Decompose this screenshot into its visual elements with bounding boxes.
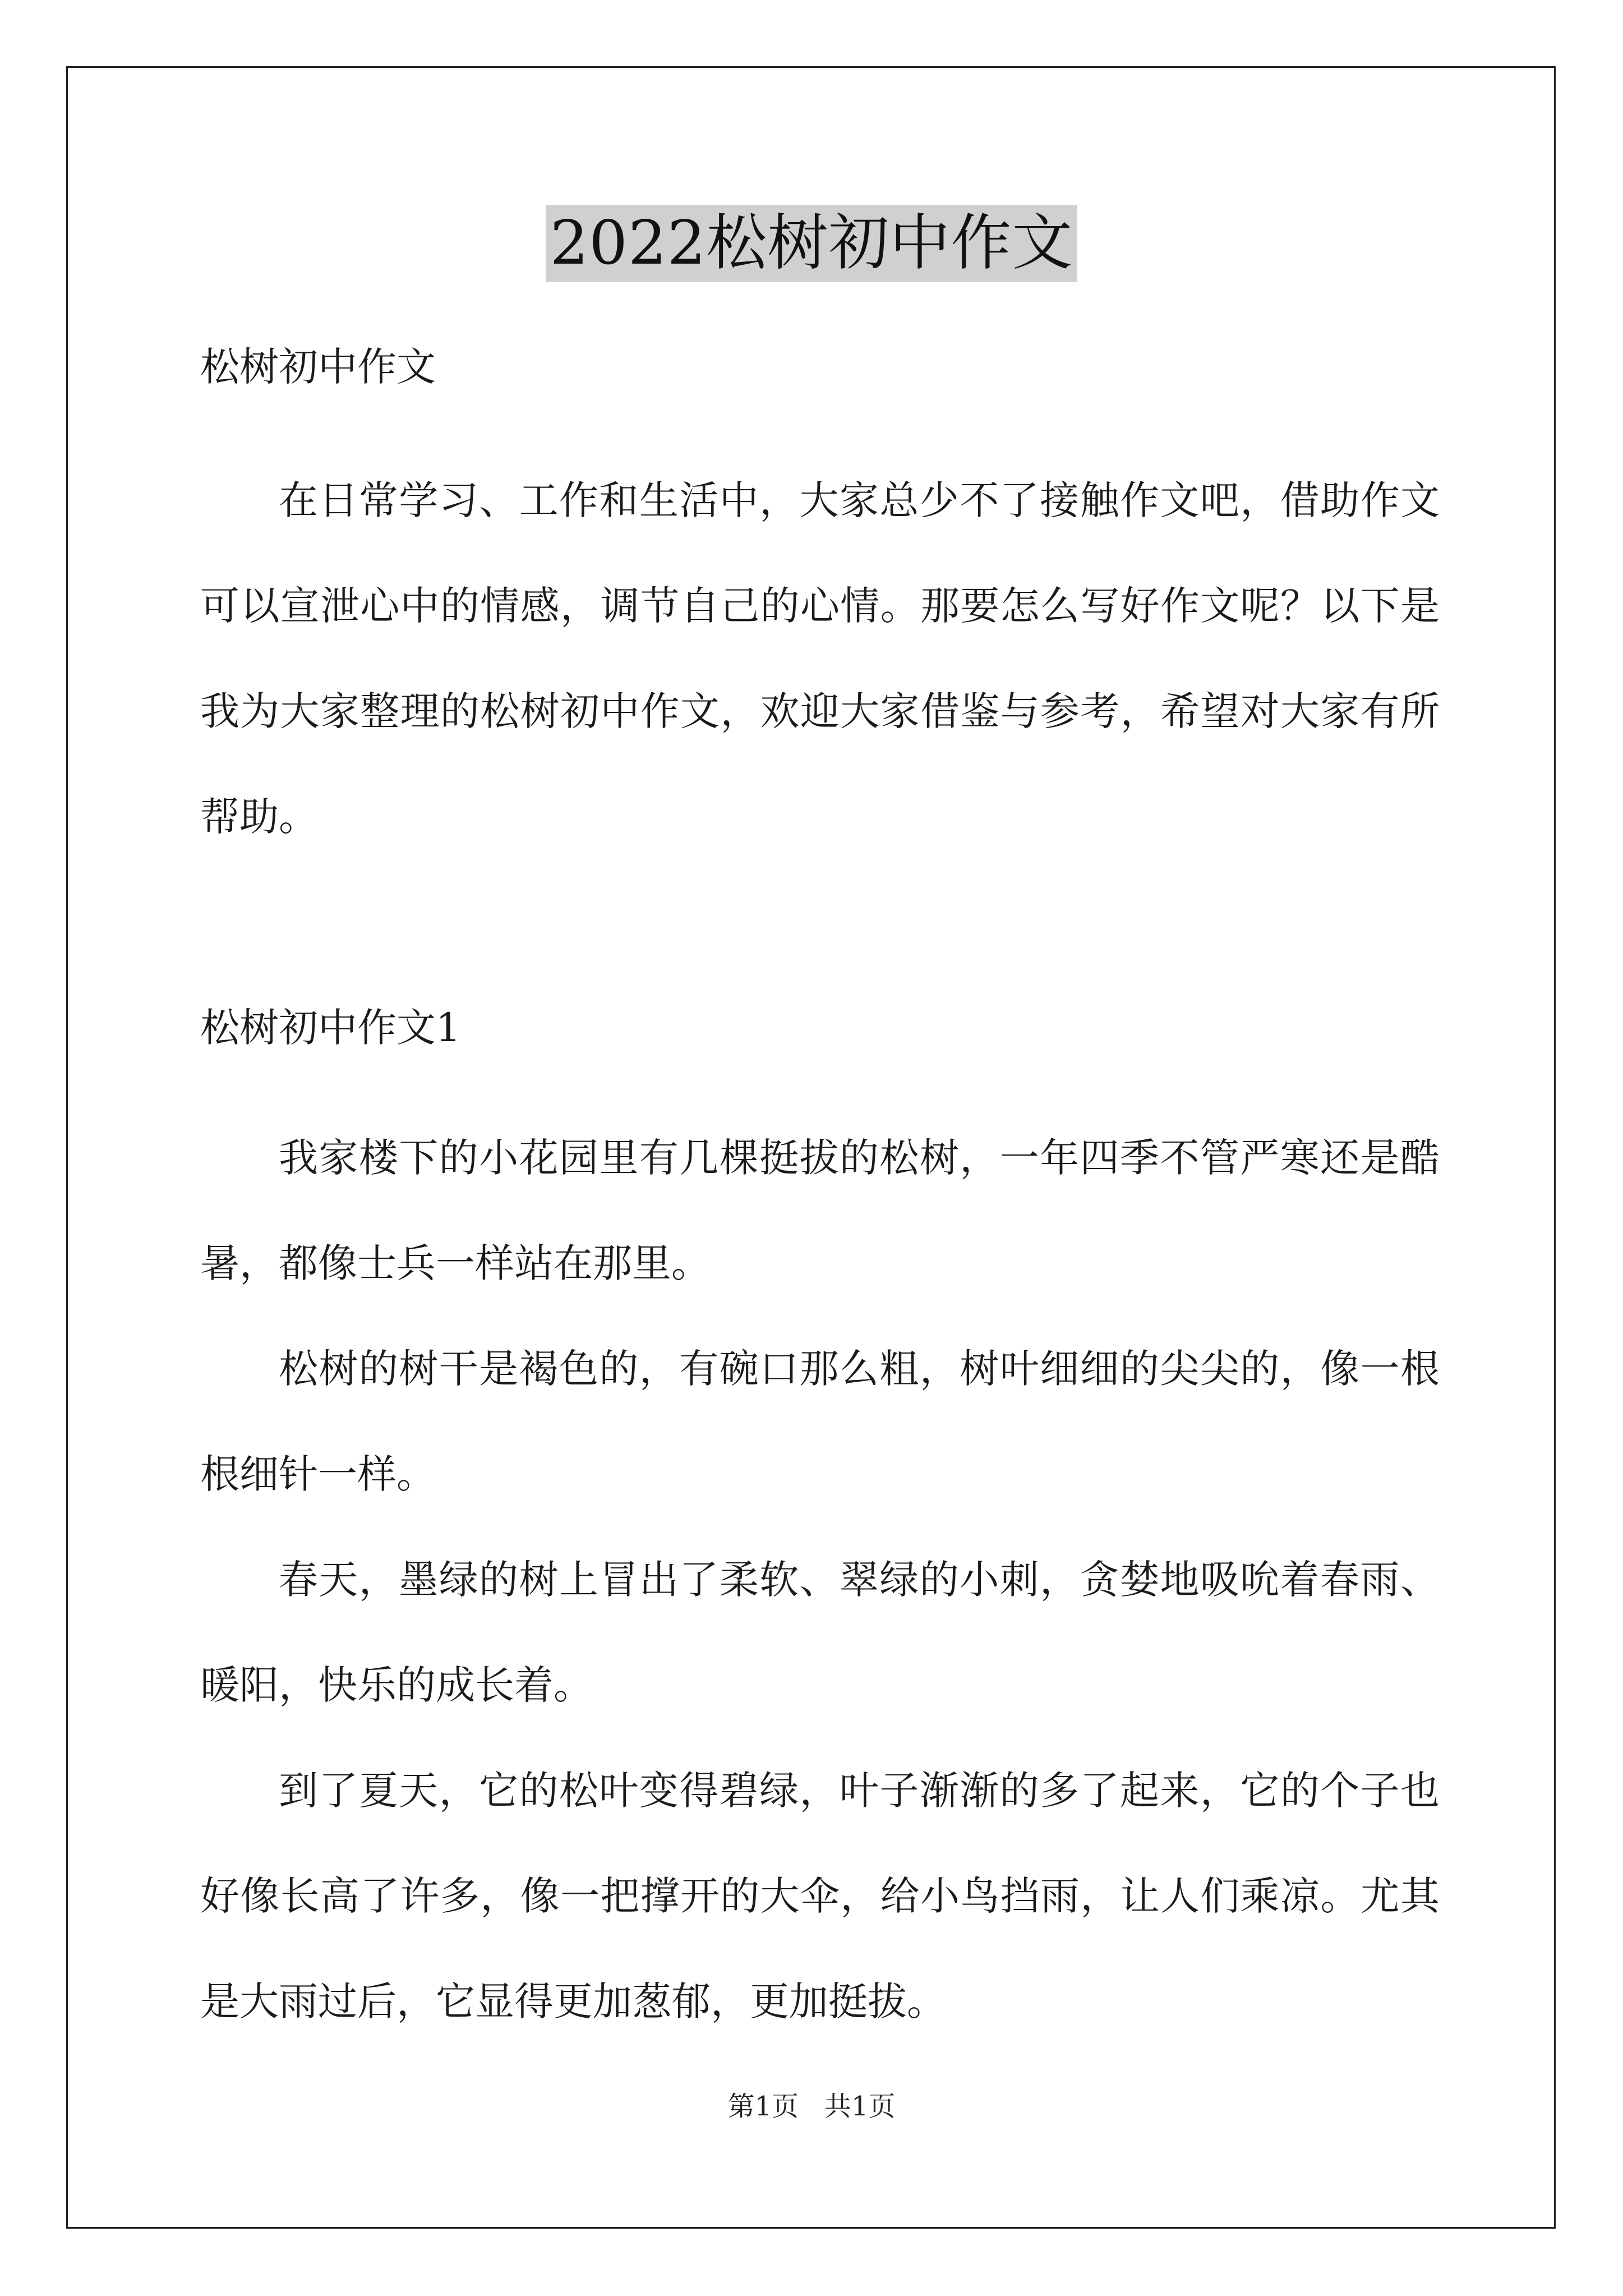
spacer	[200, 395, 1440, 448]
section-heading: 松树初中作文1	[200, 1005, 461, 1051]
body-paragraph-1: 我家楼下的小花园里有几棵挺拔的松树，一年四季不管严寒还是酷暑，都像士兵一样站在那里。	[200, 1135, 1440, 1286]
body-paragraph-3: 春天，墨绿的树上冒出了柔软、翠绿的小刺，贪婪地吸吮着春雨、暖阳，快乐的成长着。	[200, 1557, 1440, 1708]
document-body	[200, 339, 1440, 2054]
document-title: 2022松树初中作文	[546, 205, 1078, 282]
document-subtitle: 松树初中作文	[200, 344, 436, 390]
title-container	[0, 205, 1623, 282]
body-paragraph-4: 到了夏天，它的松叶变得碧绿，叶子渐渐的多了起来，它的个子也好像长高了许多，像一把撑开的大伞，给小鸟挡雨，让人们乘凉。尤其是大雨过后，它显得更加葱郁，更加挺拔。	[200, 1768, 1440, 2024]
spacer	[200, 1056, 1440, 1105]
intro-paragraph: 在日常学习、工作和生活中，大家总少不了接触作文吧，借助作文可以宣泄心中的情感，调节自己的心情。那要怎么写好作文呢？以下是我为大家整理的松树初中作文，欢迎大家借鉴与参考，希望对大家有所帮助。	[200, 477, 1440, 840]
page-footer: 第1页 共1页	[727, 2091, 896, 2122]
spacer	[200, 869, 1440, 1000]
body-paragraph-2: 松树的树干是褐色的，有碗口那么粗，树叶细细的尖尖的，像一根根细针一样。	[200, 1346, 1440, 1497]
